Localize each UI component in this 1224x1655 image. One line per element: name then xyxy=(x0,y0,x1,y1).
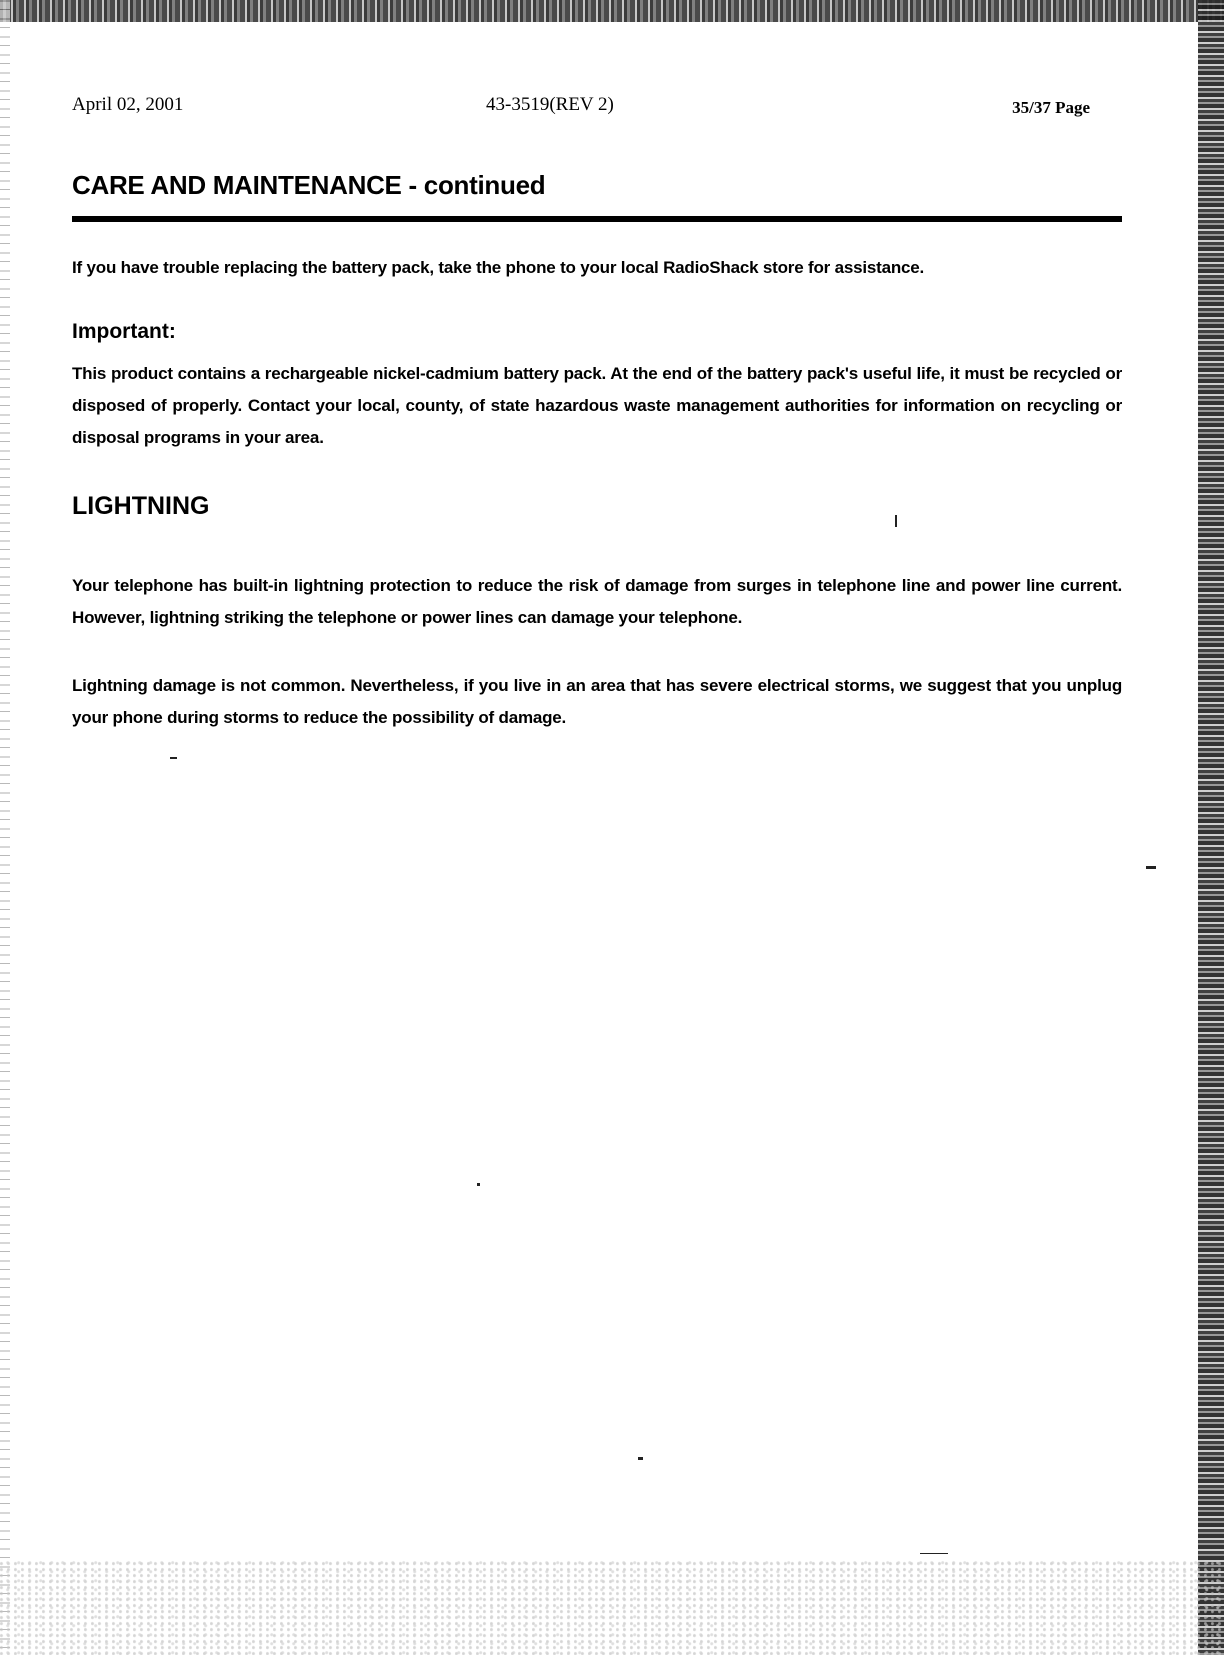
section-title-care: CARE AND MAINTENANCE - continued xyxy=(72,170,546,200)
header-doc-id: 43-3519(REV 2) xyxy=(486,94,614,115)
scan-edge-bottom xyxy=(0,1560,1224,1655)
paragraph-battery-trouble: If you have trouble replacing the battery pack, take the phone to your local RadioShack store for assistance. xyxy=(72,258,925,277)
scan-edge-right xyxy=(1198,0,1224,1655)
section-divider xyxy=(72,216,1122,222)
scan-edge-top xyxy=(0,0,1224,22)
scan-speck xyxy=(638,1457,643,1460)
scan-speck xyxy=(895,515,897,527)
page-header xyxy=(72,94,1090,124)
scan-speck xyxy=(477,1183,480,1186)
scan-speck xyxy=(170,757,177,759)
section-title-lightning: LIGHTNING xyxy=(72,492,210,520)
paragraph-important: This product contains a rechargeable nickel-cadmium battery pack. At the end of the battery pack's useful life, it must be recycled or disposed of properly. Contact your local, county, of state hazardous waste management authorities for information on recycling or disposal programs in your area. xyxy=(72,364,1122,447)
header-page-number: 35/37 Page xyxy=(1012,98,1090,117)
scan-speck xyxy=(920,1553,948,1554)
important-heading: Important: xyxy=(72,320,176,343)
header-date: April 02, 2001 xyxy=(72,94,184,115)
paragraph-lightning-protection: Your telephone has built-in lightning protection to reduce the risk of damage from surges in telephone line and power line current. However, lightning striking the telephone or power lines can damage your telephone. xyxy=(72,576,1122,627)
scan-edge-left xyxy=(0,0,10,1655)
paragraph-lightning-damage: Lightning damage is not common. Nevertheless, if you live in an area that has severe electrical storms, we suggest that you unplug your phone during storms to reduce the possibility of damage. xyxy=(72,676,1122,727)
scan-speck xyxy=(1146,866,1156,869)
